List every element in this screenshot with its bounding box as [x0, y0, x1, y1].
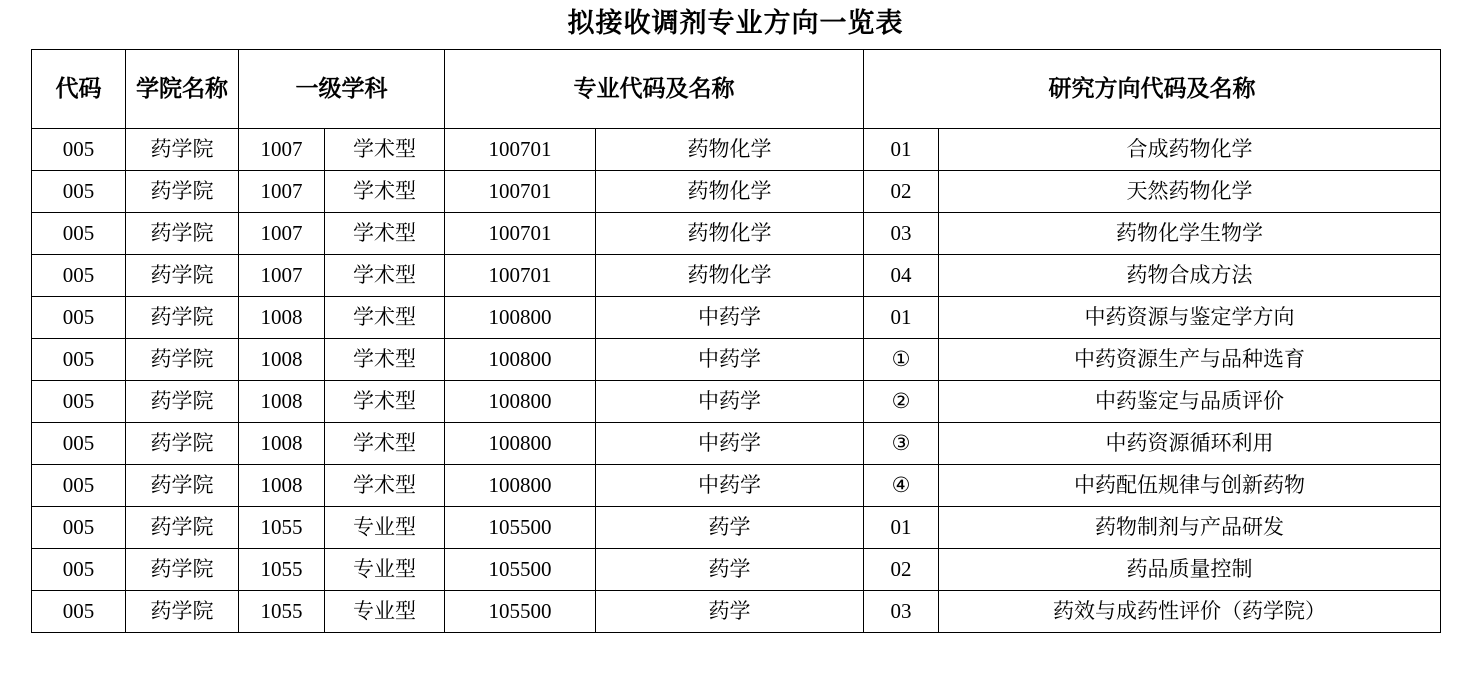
cell-major-name: 中药学: [596, 339, 864, 381]
column-header-discipline: 一级学科: [239, 50, 445, 129]
cell-discipline-code: 1008: [239, 339, 325, 381]
cell-major-code: 100701: [445, 213, 596, 255]
cell-major-code: 100800: [445, 423, 596, 465]
table-row: [32, 129, 1441, 171]
table-row: [32, 339, 1441, 381]
table-row: [32, 255, 1441, 297]
cell-direction-name: 中药资源与鉴定学方向: [939, 297, 1441, 339]
cell-college: 药学院: [126, 507, 239, 549]
cell-direction-code: 02: [864, 549, 939, 591]
cell-discipline-type: 学术型: [325, 213, 445, 255]
cell-discipline-type: 学术型: [325, 381, 445, 423]
cell-major-code: 105500: [445, 507, 596, 549]
cell-major-name: 中药学: [596, 465, 864, 507]
cell-code: 005: [32, 171, 126, 213]
cell-major-code: 105500: [445, 549, 596, 591]
cell-major-code: 100800: [445, 465, 596, 507]
cell-discipline-code: 1007: [239, 213, 325, 255]
cell-major-name: 药物化学: [596, 213, 864, 255]
cell-discipline-code: 1008: [239, 297, 325, 339]
cell-major-code: 100701: [445, 171, 596, 213]
cell-discipline-type: 专业型: [325, 549, 445, 591]
page-title: 拟接收调剂专业方向一览表: [567, 8, 904, 38]
cell-code: 005: [32, 465, 126, 507]
cell-direction-code: 01: [864, 297, 939, 339]
cell-direction-name: 合成药物化学: [939, 129, 1441, 171]
cell-discipline-type: 学术型: [325, 465, 445, 507]
cell-major-name: 中药学: [596, 381, 864, 423]
cell-discipline-code: 1008: [239, 423, 325, 465]
cell-major-name: 药物化学: [596, 129, 864, 171]
table-row: [32, 465, 1441, 507]
cell-college: 药学院: [126, 129, 239, 171]
cell-discipline-type: 学术型: [325, 297, 445, 339]
cell-direction-code: ①: [864, 339, 939, 381]
cell-major-name: 药学: [596, 549, 864, 591]
cell-college: 药学院: [126, 591, 239, 633]
cell-major-code: 100800: [445, 339, 596, 381]
cell-code: 005: [32, 507, 126, 549]
table-row: [32, 297, 1441, 339]
cell-direction-name: 中药配伍规律与创新药物: [939, 465, 1441, 507]
cell-college: 药学院: [126, 339, 239, 381]
table-body: [32, 129, 1441, 633]
cell-direction-name: 中药鉴定与品质评价: [939, 381, 1441, 423]
cell-direction-name: 中药资源生产与品种选育: [939, 339, 1441, 381]
cell-code: 005: [32, 129, 126, 171]
cell-code: 005: [32, 549, 126, 591]
cell-direction-code: ④: [864, 465, 939, 507]
cell-discipline-type: 学术型: [325, 339, 445, 381]
table-row: [32, 591, 1441, 633]
cell-direction-code: 03: [864, 213, 939, 255]
cell-major-code: 100701: [445, 129, 596, 171]
cell-college: 药学院: [126, 255, 239, 297]
cell-major-name: 中药学: [596, 297, 864, 339]
cell-major-name: 药物化学: [596, 171, 864, 213]
cell-major-code: 105500: [445, 591, 596, 633]
cell-discipline-code: 1007: [239, 129, 325, 171]
cell-college: 药学院: [126, 213, 239, 255]
cell-discipline-type: 学术型: [325, 423, 445, 465]
column-header-code: 代码: [32, 50, 126, 129]
cell-discipline-type: 专业型: [325, 591, 445, 633]
cell-code: 005: [32, 213, 126, 255]
cell-direction-code: ③: [864, 423, 939, 465]
cell-college: 药学院: [126, 465, 239, 507]
table-row: [32, 549, 1441, 591]
cell-direction-name: 药物化学生物学: [939, 213, 1441, 255]
cell-discipline-type: 学术型: [325, 171, 445, 213]
cell-code: 005: [32, 339, 126, 381]
table-row: [32, 171, 1441, 213]
column-header-direction: 研究方向代码及名称: [864, 50, 1441, 129]
table-row: [32, 213, 1441, 255]
cell-college: 药学院: [126, 381, 239, 423]
cell-direction-name: 药物合成方法: [939, 255, 1441, 297]
cell-college: 药学院: [126, 297, 239, 339]
cell-discipline-code: 1055: [239, 591, 325, 633]
cell-major-code: 100701: [445, 255, 596, 297]
cell-direction-code: ②: [864, 381, 939, 423]
cell-direction-name: 药品质量控制: [939, 549, 1441, 591]
cell-discipline-code: 1055: [239, 549, 325, 591]
cell-college: 药学院: [126, 423, 239, 465]
cell-direction-name: 药效与成药性评价（药学院）: [939, 591, 1441, 633]
cell-code: 005: [32, 255, 126, 297]
adjustment-majors-table: [31, 49, 1441, 633]
table-row: [32, 507, 1441, 549]
cell-discipline-code: 1008: [239, 381, 325, 423]
cell-direction-name: 中药资源循环利用: [939, 423, 1441, 465]
cell-discipline-type: 专业型: [325, 507, 445, 549]
cell-direction-code: 04: [864, 255, 939, 297]
cell-code: 005: [32, 423, 126, 465]
cell-college: 药学院: [126, 549, 239, 591]
cell-discipline-code: 1008: [239, 465, 325, 507]
table-header-row: [32, 50, 1441, 129]
cell-major-code: 100800: [445, 381, 596, 423]
table-row: [32, 381, 1441, 423]
cell-major-code: 100800: [445, 297, 596, 339]
cell-code: 005: [32, 381, 126, 423]
cell-direction-code: 01: [864, 507, 939, 549]
cell-major-name: 药物化学: [596, 255, 864, 297]
cell-discipline-type: 学术型: [325, 129, 445, 171]
cell-code: 005: [32, 297, 126, 339]
table-container: [0, 49, 1471, 633]
cell-college: 药学院: [126, 171, 239, 213]
cell-discipline-code: 1007: [239, 255, 325, 297]
cell-major-name: 药学: [596, 507, 864, 549]
cell-discipline-code: 1055: [239, 507, 325, 549]
cell-direction-code: 01: [864, 129, 939, 171]
table-row: [32, 423, 1441, 465]
column-header-major: 专业代码及名称: [445, 50, 864, 129]
column-header-college: 学院名称: [126, 50, 239, 129]
cell-major-name: 药学: [596, 591, 864, 633]
cell-direction-code: 03: [864, 591, 939, 633]
cell-direction-name: 天然药物化学: [939, 171, 1441, 213]
cell-direction-code: 02: [864, 171, 939, 213]
cell-code: 005: [32, 591, 126, 633]
cell-discipline-code: 1007: [239, 171, 325, 213]
cell-direction-name: 药物制剂与产品研发: [939, 507, 1441, 549]
cell-major-name: 中药学: [596, 423, 864, 465]
cell-discipline-type: 学术型: [325, 255, 445, 297]
